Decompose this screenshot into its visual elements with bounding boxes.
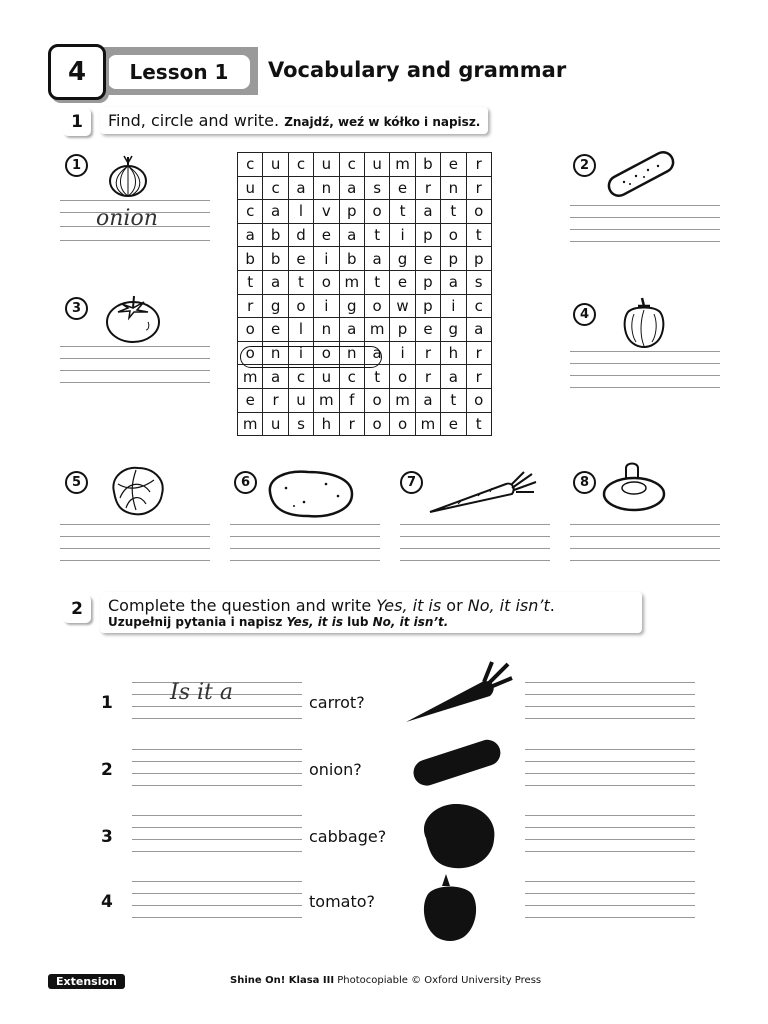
- answer-lines[interactable]: [525, 881, 695, 919]
- grid-letter[interactable]: o: [466, 200, 491, 224]
- grid-letter[interactable]: h: [441, 341, 466, 365]
- grid-letter[interactable]: u: [263, 412, 288, 436]
- grid-letter[interactable]: o: [390, 365, 415, 389]
- footer-copyright: Photocopiable © Oxford University Press: [337, 975, 542, 986]
- grid-row: [238, 412, 492, 436]
- grid-letter[interactable]: r: [415, 365, 440, 389]
- cabbage-icon: [106, 462, 168, 522]
- grid-letter[interactable]: c: [238, 200, 263, 224]
- answer-lines[interactable]: [570, 524, 720, 564]
- grid-letter[interactable]: p: [339, 200, 364, 224]
- grid-letter[interactable]: s: [288, 412, 313, 436]
- grid-letter[interactable]: r: [466, 176, 491, 200]
- carrot-silhouette-icon: [402, 660, 514, 730]
- grid-letter[interactable]: i: [390, 223, 415, 247]
- grid-letter[interactable]: o: [364, 200, 389, 224]
- grid-row: [238, 200, 492, 224]
- grid-letter[interactable]: o: [364, 294, 389, 318]
- grid-letter[interactable]: g: [441, 318, 466, 342]
- answer-lines[interactable]: [400, 524, 550, 564]
- grid-letter[interactable]: o: [238, 341, 263, 365]
- grid-letter[interactable]: t: [466, 223, 491, 247]
- answer-lines[interactable]: [525, 682, 695, 720]
- grid-letter[interactable]: c: [339, 153, 364, 177]
- question-word: onion?: [309, 760, 362, 779]
- grid-letter[interactable]: a: [263, 365, 288, 389]
- grid-letter[interactable]: e: [441, 412, 466, 436]
- grid-letter[interactable]: n: [339, 341, 364, 365]
- grid-letter[interactable]: t: [466, 412, 491, 436]
- grid-letter[interactable]: d: [288, 223, 313, 247]
- grid-letter[interactable]: g: [263, 294, 288, 318]
- grid-letter[interactable]: c: [466, 294, 491, 318]
- task2-instruction: [100, 592, 642, 633]
- question-word: cabbage?: [309, 827, 387, 846]
- pepper-icon: [620, 294, 668, 352]
- grid-letter[interactable]: c: [339, 365, 364, 389]
- word-search-grid: [237, 152, 492, 436]
- grid-letter[interactable]: a: [288, 176, 313, 200]
- potato-icon: [264, 466, 356, 524]
- question-number: 3: [101, 827, 113, 847]
- grid-letter[interactable]: r: [466, 153, 491, 177]
- grid-letter[interactable]: h: [314, 412, 339, 436]
- task2-instruction-pl: Uzupełnij pytania i napisz Yes, it is lub No, it isn’t.: [108, 615, 449, 629]
- grid-letter[interactable]: n: [314, 176, 339, 200]
- mushroom-icon: [600, 458, 670, 518]
- grid-letter[interactable]: p: [441, 247, 466, 271]
- grid-letter[interactable]: u: [364, 153, 389, 177]
- question-number: 1: [101, 693, 113, 713]
- grid-letter[interactable]: a: [364, 341, 389, 365]
- grid-letter[interactable]: m: [390, 388, 415, 412]
- item-number: 5: [65, 471, 88, 494]
- grid-letter[interactable]: m: [238, 412, 263, 436]
- grid-letter[interactable]: s: [364, 176, 389, 200]
- answer-lines[interactable]: [525, 749, 695, 787]
- grid-letter[interactable]: l: [288, 318, 313, 342]
- grid-row: [238, 318, 492, 342]
- grid-letter[interactable]: b: [263, 247, 288, 271]
- grid-letter[interactable]: c: [263, 176, 288, 200]
- grid-letter[interactable]: a: [339, 318, 364, 342]
- task2-number: 2: [63, 595, 91, 623]
- grid-letter[interactable]: r: [238, 294, 263, 318]
- grid-letter[interactable]: i: [288, 341, 313, 365]
- grid-letter[interactable]: m: [390, 153, 415, 177]
- grid-letter[interactable]: b: [339, 247, 364, 271]
- grid-letter[interactable]: t: [288, 270, 313, 294]
- grid-letter[interactable]: o: [238, 318, 263, 342]
- grid-letter[interactable]: f: [339, 388, 364, 412]
- task2-instruction-en: Complete the question and write Yes, it is or No, it isn’t.: [108, 596, 555, 615]
- grid-letter[interactable]: m: [364, 318, 389, 342]
- grid-letter[interactable]: u: [263, 153, 288, 177]
- grid-row: [238, 176, 492, 200]
- footer-book: Shine On! Klasa III: [230, 975, 335, 986]
- grid-letter[interactable]: o: [441, 223, 466, 247]
- grid-letter[interactable]: a: [441, 270, 466, 294]
- carrot-icon: [428, 470, 538, 522]
- grid-row: [238, 247, 492, 271]
- answer-lines[interactable]: [60, 524, 210, 564]
- grid-letter[interactable]: a: [263, 270, 288, 294]
- grid-letter[interactable]: p: [415, 270, 440, 294]
- question-word: tomato?: [309, 892, 376, 911]
- grid-letter[interactable]: e: [238, 388, 263, 412]
- onion-icon: [106, 153, 150, 203]
- item-number: 3: [65, 297, 88, 320]
- grid-letter[interactable]: a: [466, 318, 491, 342]
- grid-letter[interactable]: p: [415, 294, 440, 318]
- grid-letter[interactable]: t: [238, 270, 263, 294]
- grid-letter[interactable]: t: [441, 200, 466, 224]
- grid-letter[interactable]: t: [364, 270, 389, 294]
- grid-letter[interactable]: o: [314, 270, 339, 294]
- grid-letter[interactable]: e: [415, 318, 440, 342]
- grid-letter[interactable]: g: [339, 294, 364, 318]
- grid-letter[interactable]: a: [415, 388, 440, 412]
- cucumber-icon: [602, 148, 678, 204]
- grid-letter[interactable]: a: [339, 176, 364, 200]
- grid-letter[interactable]: g: [390, 247, 415, 271]
- question-lines[interactable]: [132, 749, 302, 787]
- grid-letter[interactable]: r: [415, 341, 440, 365]
- grid-row: [238, 270, 492, 294]
- grid-letter[interactable]: o: [390, 412, 415, 436]
- task1-instruction-en: Find, circle and write.: [108, 111, 280, 130]
- answer-lines[interactable]: [570, 351, 720, 391]
- answer-lines[interactable]: [570, 205, 720, 245]
- grid-letter[interactable]: e: [390, 270, 415, 294]
- grid-letter[interactable]: t: [441, 388, 466, 412]
- grid-letter[interactable]: t: [364, 365, 389, 389]
- grid-letter[interactable]: i: [314, 247, 339, 271]
- grid-letter[interactable]: o: [466, 388, 491, 412]
- lesson-label: Lesson 1: [108, 55, 250, 89]
- grid-letter[interactable]: a: [238, 223, 263, 247]
- grid-letter[interactable]: u: [314, 365, 339, 389]
- question-number: 4: [101, 892, 113, 912]
- grid-letter[interactable]: e: [441, 153, 466, 177]
- grid-letter[interactable]: v: [314, 200, 339, 224]
- grid-letter[interactable]: r: [263, 388, 288, 412]
- grid-letter[interactable]: c: [238, 153, 263, 177]
- grid-letter[interactable]: e: [263, 318, 288, 342]
- grid-letter[interactable]: s: [466, 270, 491, 294]
- grid-letter[interactable]: e: [314, 223, 339, 247]
- unit-number: 4: [48, 44, 106, 100]
- page-title: Vocabulary and grammar: [268, 58, 567, 82]
- grid-letter[interactable]: c: [288, 365, 313, 389]
- grid-row: [238, 365, 492, 389]
- task1-instruction: [100, 107, 488, 134]
- grid-letter[interactable]: i: [441, 294, 466, 318]
- grid-letter[interactable]: o: [364, 412, 389, 436]
- item-number: 1: [65, 154, 88, 177]
- grid-letter[interactable]: n: [314, 318, 339, 342]
- grid-letter[interactable]: e: [415, 247, 440, 271]
- question-lines[interactable]: [132, 815, 302, 853]
- grid-letter[interactable]: m: [314, 388, 339, 412]
- grid-letter[interactable]: p: [466, 247, 491, 271]
- tomato-icon: [104, 290, 162, 348]
- grid-letter[interactable]: o: [364, 388, 389, 412]
- grid-letter[interactable]: a: [263, 200, 288, 224]
- item-number: 8: [573, 471, 596, 494]
- pepper-silhouette-icon: [420, 872, 480, 946]
- grid-letter[interactable]: a: [364, 247, 389, 271]
- grid-letter[interactable]: e: [390, 176, 415, 200]
- grid-letter[interactable]: a: [339, 223, 364, 247]
- grid-letter[interactable]: r: [339, 412, 364, 436]
- grid-letter[interactable]: a: [415, 200, 440, 224]
- cucumber-silhouette-icon: [410, 734, 502, 794]
- answer-lines[interactable]: [60, 346, 210, 386]
- item-number: 6: [234, 471, 257, 494]
- grid-letter[interactable]: m: [415, 412, 440, 436]
- item-number: 7: [400, 471, 423, 494]
- task1-number: 1: [63, 108, 91, 136]
- grid-letter[interactable]: t: [390, 200, 415, 224]
- grid-letter[interactable]: p: [415, 223, 440, 247]
- grid-letter[interactable]: b: [238, 247, 263, 271]
- onion-circle-mark: [240, 346, 382, 368]
- grid-letter[interactable]: b: [415, 153, 440, 177]
- item-number: 2: [573, 154, 596, 177]
- grid-row: [238, 223, 492, 247]
- question-prefix: Is it a: [170, 680, 233, 705]
- grid-letter[interactable]: i: [314, 294, 339, 318]
- grid-letter[interactable]: u: [238, 176, 263, 200]
- question-lines[interactable]: [132, 881, 302, 919]
- grid-letter[interactable]: u: [314, 153, 339, 177]
- grid-letter[interactable]: m: [339, 270, 364, 294]
- item-number: 4: [573, 303, 596, 326]
- grid-letter[interactable]: t: [364, 223, 389, 247]
- question-number: 2: [101, 760, 113, 780]
- grid-letter[interactable]: e: [288, 247, 313, 271]
- grid-row: [238, 153, 492, 177]
- extension-badge: Extension: [48, 974, 125, 989]
- task1-instruction-pl: Znajdź, weź w kółko i napisz.: [284, 115, 481, 129]
- grid-letter[interactable]: a: [441, 365, 466, 389]
- grid-letter[interactable]: l: [288, 200, 313, 224]
- footer-text: [230, 975, 541, 986]
- grid-letter[interactable]: r: [466, 365, 491, 389]
- answer-lines[interactable]: [525, 815, 695, 853]
- answer-onion: onion: [96, 206, 158, 231]
- grid-letter[interactable]: m: [238, 365, 263, 389]
- grid-letter[interactable]: r: [466, 341, 491, 365]
- grid-letter[interactable]: n: [263, 341, 288, 365]
- grid-letter[interactable]: w: [390, 294, 415, 318]
- grid-letter[interactable]: o: [288, 294, 313, 318]
- question-word: carrot?: [309, 693, 365, 712]
- grid-row: [238, 388, 492, 412]
- grid-letter[interactable]: p: [390, 318, 415, 342]
- grid-letter[interactable]: u: [288, 388, 313, 412]
- answer-lines[interactable]: [230, 524, 380, 564]
- cabbage-silhouette-icon: [416, 800, 500, 876]
- grid-letter[interactable]: i: [390, 341, 415, 365]
- grid-letter[interactable]: b: [263, 223, 288, 247]
- grid-letter[interactable]: r: [415, 176, 440, 200]
- grid-letter[interactable]: c: [288, 153, 313, 177]
- grid-letter[interactable]: n: [441, 176, 466, 200]
- grid-letter[interactable]: o: [314, 341, 339, 365]
- grid-row: [238, 294, 492, 318]
